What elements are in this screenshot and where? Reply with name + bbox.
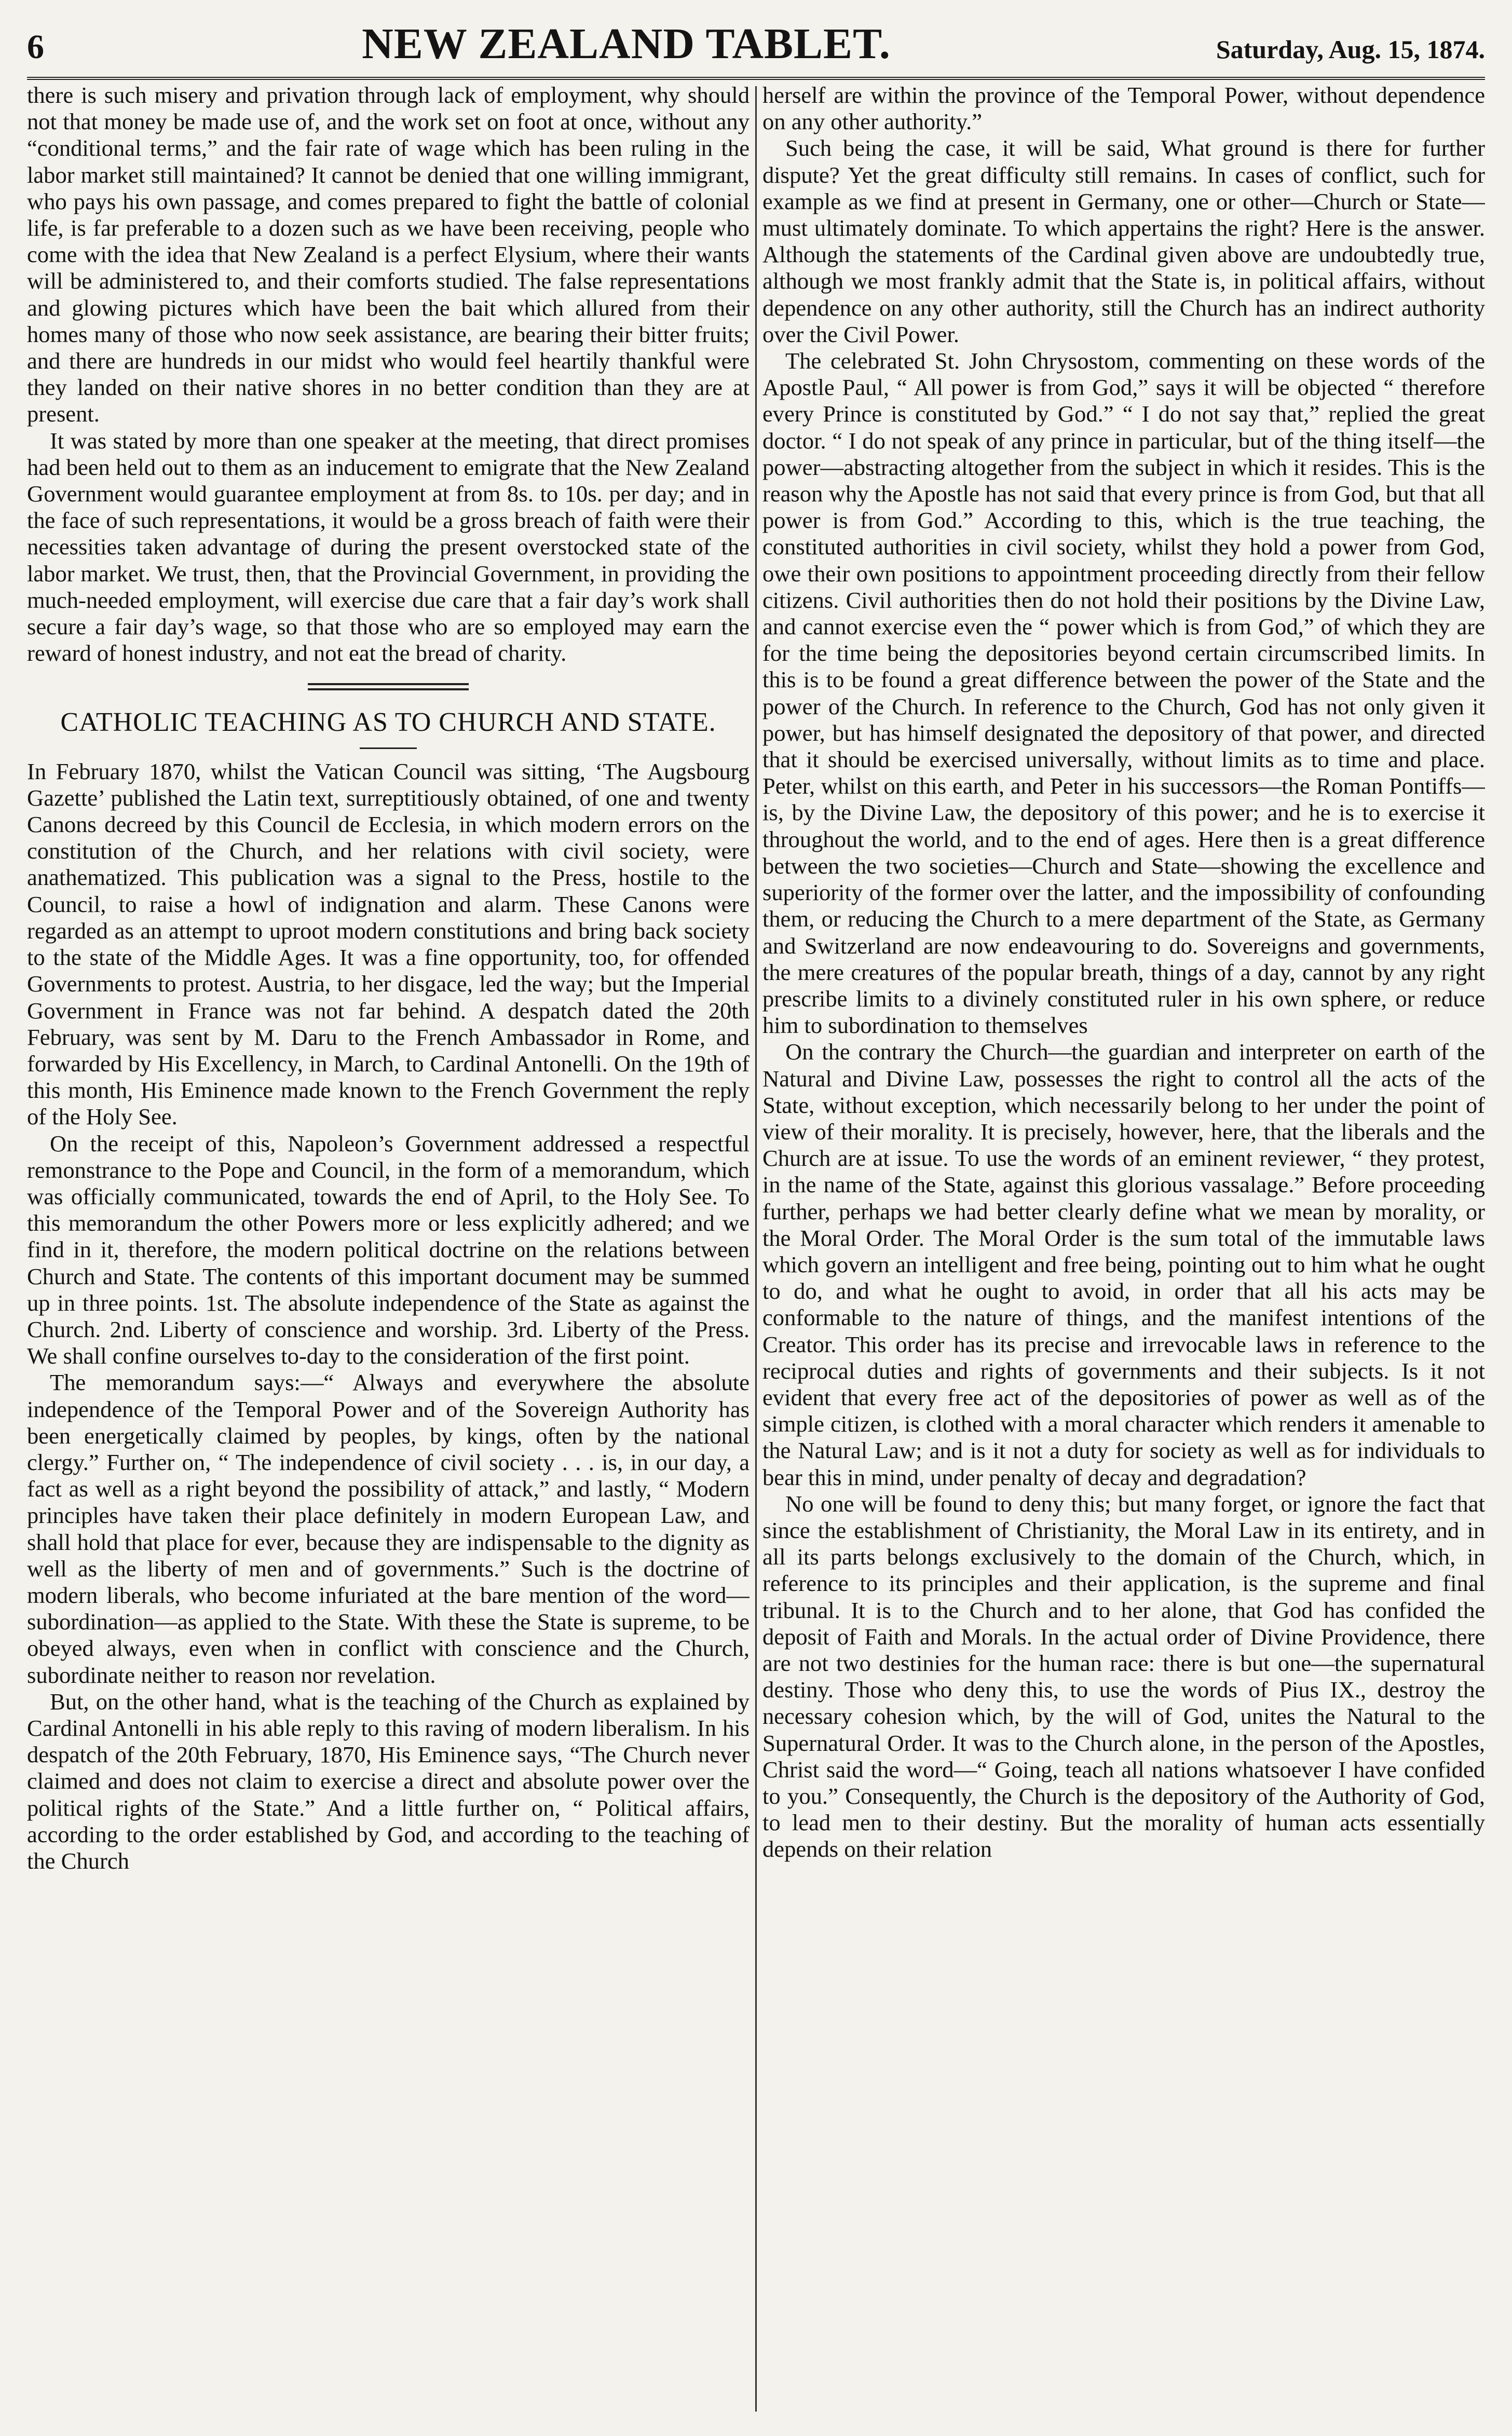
paragraph: It was stated by more than one speaker at the meeting, that direct promises had been held out to them as an inducement to emigrate that the New Zealand Government would guarantee employment at from 8s. to 10s. per day; and in the face of such representations, it would be a gross breach of faith were their necessities taken advantage of during the present overstocked state of the labor market. We trust, then, that the Provincial Government, in providing the much-needed employment, will exercise due care that a fair day’s work shall secure a fair day’s wage, so that those who are so employed may earn the reward of honest industry, and not eat the bread of charity. — [27, 427, 750, 666]
paragraph: Such being the case, it will be said, What ground is there for further dispute? Yet the great difficulty still remains. In cases of conflict, such for example as we find at present in Germany, one or other—Church or State—must ultimately dominate. To which appertains the right? Here is the answer. Although the statements of the Cardinal given above are undoubtedly true, although we most frankly admit that the State is, in political affairs, without dependence on any other authority, still the Church has an indirect authority over the Civil Power. — [762, 135, 1485, 347]
paragraph: On the receipt of this, Napoleon’s Government addressed a respectful remonstrance to the Pope and Council, in the form of a memorandum, which was officially communicated, towards the end of April, to the Holy See. To this memorandum the other Powers more or less explicitly adhered; and we find in it, therefore, the modern political doctrine on the relations between Church and State. The contents of this important document may be summed up in three points. 1st. The absolute independence of the State as against the Church. 2nd. Liberty of conscience and worship. 3rd. Liberty of the Press. We shall confine ourselves to-day to the consideration of the first point. — [27, 1130, 750, 1369]
paragraph: In February 1870, whilst the Vatican Council was sitting, ‘The Augsbourg Gazette’ published the Latin text, surreptitiously obtained, of one and twenty Canons decreed by this Council de Ecclesia, in which modern errors on the constitution of the Church, and her relations with civil society, were anathematized. This publication was a signal to the Press, hostile to the Council, to raise a howl of indignation and alarm. These Canons were regarded as an attempt to uproot modern constitutions and bring back society to the state of the Middle Ages. It was a fine opportunity, too, for offended Governments to protest. Austria, to her disgace, led the way; but the Imperial Government in France was not far behind. A despatch dated the 20th February, was sent by M. Daru to the French Ambassador in Rome, and forwarded by His Excellency, in March, to Cardinal Antonelli. On the 19th of this month, His Eminence made known to the French Government the reply of the Holy See. — [27, 758, 750, 1130]
masthead-rule — [27, 77, 1485, 80]
paragraph: But, on the other hand, what is the teaching of the Church as explained by Cardinal Antonelli in his able reply to this raving of modern liberalism. In his despatch of the 20th February, 1870, His Eminence says, “The Church never claimed and does not claim to exercise a direct and absolute power over the political rights of the State.” And a little further on, “ Political affairs, according to the order established by God, and according to the teaching of the Church — [27, 1688, 750, 1874]
article-heading: CATHOLIC TEACHING AS TO CHURCH AND STATE. — [60, 707, 716, 738]
left-column — [27, 82, 750, 2418]
page-number: 6 — [27, 28, 44, 66]
section-separator — [308, 683, 469, 690]
masthead — [27, 19, 1485, 77]
paragraph: there is such misery and privation through lack of employment, why should not that money be made use of, and the work set on foot at once, without any “conditional terms,” and the fair rate of wage which has been ruling in the labor market still maintained? It cannot be denied that one willing immigrant, who pays his own passage, and comes prepared to fight the battle of colonial life, is far preferable to a dozen such as we have been receiving, people who come with the idea that New Zealand is a perfect Elysium, where their wants will be administered to, and their comforts studied. The false representations and glowing pictures which have been the bait which allured from their homes many of those who now seek assistance, are bearing their bitter fruits; and there are hundreds in our midst who would feel heartily thankful were they landed on their native shores in no better condition than they are at present. — [27, 82, 750, 427]
right-column — [762, 82, 1485, 2418]
columns — [27, 82, 1485, 2418]
paragraph: herself are within the province of the Temporal Power, without dependence on any other authority.” — [762, 82, 1485, 135]
paragraph: The celebrated St. John Chrysostom, commenting on these words of the Apostle Paul, “ All power is from God,” says it will be objected “ therefore every Prince is constituted by God.” “ I do not say that,” replied the great doctor. “ I do not speak of any prince in particular, but of the thing itself—the power—abstracting altogether from the subject in which it resides. This is the reason why the Apostle has not said that every prince is from God, but that all power is from God.” According to this, which is the true teaching, the constituted authorities in civil society, whilst they hold a power from God, owe their own positions to appointment proceeding directly from their fellow citizens. Civil authorities then do not hold their positions by the Divine Law, and cannot exercise even the “ power which is from God,” of which they are for the time being the depositories beyond certain circumscribed limits. In this is to be found a great difference between the power of the State and the power of the Church. In reference to the Church, God has not only given it power, but has himself designated the depository of that power, and directed that it should be exercised universally, without limits as to time and place. Peter, whilst on this earth, and Peter in his successors—the Roman Pontiffs—is, by the Divine Law, the depository of this power; and he is to exercise it throughout the world, and to the end of ages. Here then is a great difference between the two societies—Church and State—showing the excellence and superiority of the former over the latter, and the impossibility of confounding them, or reducing the Church to a mere department of the State, as Germany and Switzerland are now endeavouring to do. Sovereigns and governments, the mere creatures of the popular breath, things of a day, cannot by any right prescribe limits to a divinely constituted ruler in his own sphere, or reduce him to subordination to themselves — [762, 348, 1485, 1039]
newspaper-title: NEW ZEALAND TABLET. — [362, 20, 891, 68]
issue-date: Saturday, Aug. 15, 1874. — [1216, 35, 1485, 64]
paragraph: The memorandum says:—“ Always and everywhere the absolute independence of the Temporal Power and of the Sovereign Authority has been energetically claimed by peoples, by kings, often by the national clergy.” Further on, “ The independence of civil society . . . is, in our day, a fact as well as a right beyond the possibility of attack,” and lastly, “ Modern principles have taken their place definitely in modern European Law, and shall hold that place for ever, because they are indispensable to the dignity as well as the liberty of men and of governments.” Such is the doctrine of modern liberals, who become infuriated at the bare mention of the word—subordination—as applied to the State. With these the State is supreme, to be obeyed always, even when in conflict with conscience and the Church, subordinate neither to reason nor revelation. — [27, 1369, 750, 1688]
column-divider — [755, 86, 757, 2412]
heading-rule — [360, 747, 417, 749]
paragraph: On the contrary the Church—the guardian and interpreter on earth of the Natural and Divine Law, possesses the right to control all the acts of the State, without exception, which necessarily belong to her under the point of view of their morality. It is precisely, however, here, that the liberals and the Church are at issue. To use the words of an eminent reviewer, “ they protest, in the name of the State, against this glorious vassalage.” Before proceeding further, perhaps we had better clearly define what we mean by morality, or the Moral Order. The Moral Order is the sum total of the immutable laws which govern an intelligent and free being, pointing out to him what he ought to do, and what he ought to avoid, in order that all his acts may be conformable to the nature of things, and the manifest intentions of the Creator. This order has its precise and irrevocable laws in reference to the reciprocal duties and rights of governments and their subjects. Is it not evident that every free act of the depositories of power as well as of the simple citizen, is clothed with a moral character which renders it amenable to the Natural Law; and is it not a duty for society as well as for individuals to bear this in mind, under penalty of decay and degradation? — [762, 1039, 1485, 1490]
paragraph: No one will be found to deny this; but many forget, or ignore the fact that since the establishment of Christianity, the Moral Law in its entirety, and in all its parts belongs exclusively to the domain of the Church, which, in reference to its principles and their application, is the supreme and final tribunal. It is to the Church and to her alone, that God has confided the deposit of Faith and Morals. In the actual order of Divine Providence, there are not two destinies for the human race: there is but one—the supernatural destiny. Those who deny this, to use the words of Pius IX., destroy the necessary cohesion which, by the will of God, unites the Natural to the Supernatural Order. It was to the Church alone, in the person of the Apostles, Christ said the word—“ Going, teach all nations whatsoever I have confided to you.” Consequently, the Church is the depository of the Authority of God, to lead men to their destiny. But the morality of human acts essentially depends on their relation — [762, 1490, 1485, 1862]
